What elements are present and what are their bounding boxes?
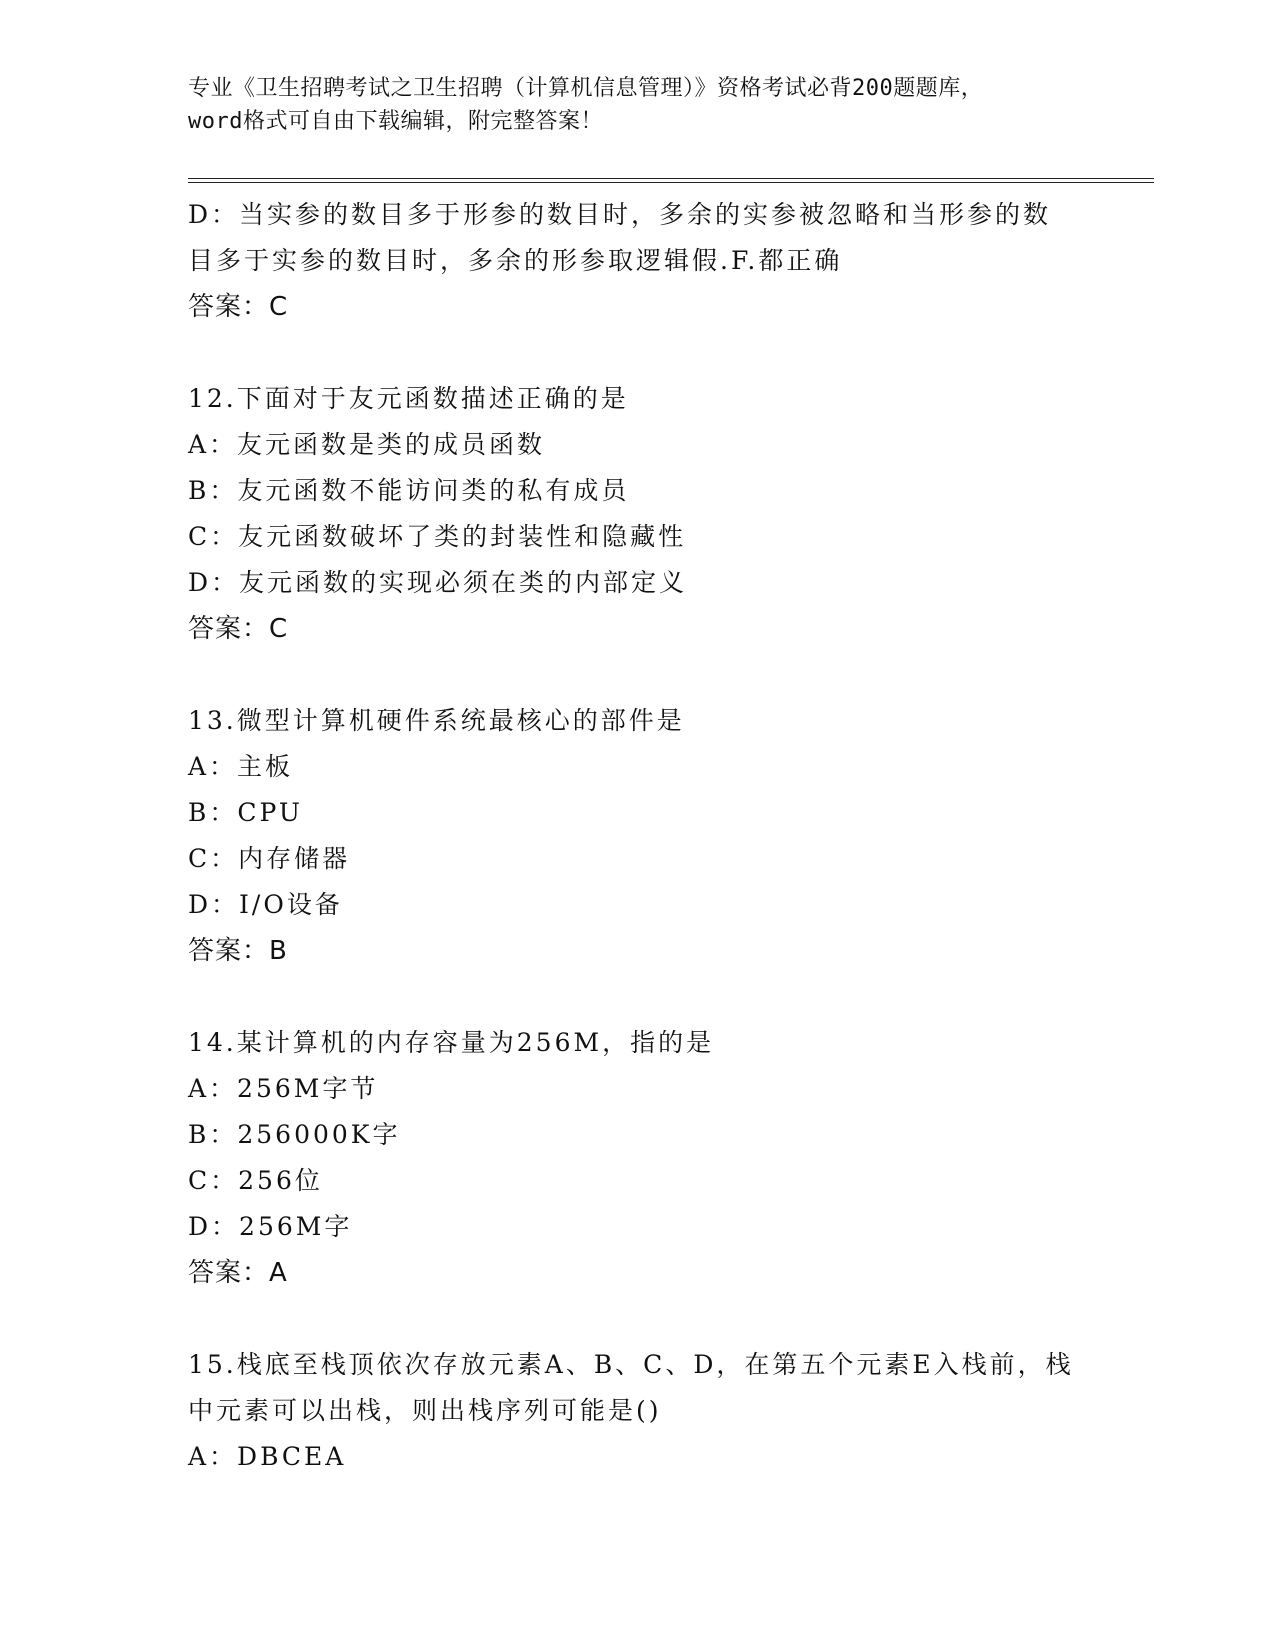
option-a: A：256M字节	[188, 1074, 379, 1103]
header-divider	[188, 178, 1154, 183]
document-header	[188, 72, 1088, 138]
option-d: D：256M字	[188, 1212, 353, 1241]
spacer	[188, 1296, 1088, 1342]
question-15	[188, 1342, 1088, 1480]
option-a: A：主板	[188, 752, 294, 781]
answer-line: 答案：C	[188, 614, 289, 644]
question-stem: 13.微型计算机硬件系统最核心的部件是	[188, 706, 685, 735]
question-stem: 14.某计算机的内存容量为256M，指的是	[188, 1028, 715, 1057]
answer-line: 答案：A	[188, 1258, 288, 1288]
question-12	[188, 376, 1088, 652]
question-stem: 12.下面对于友元函数描述正确的是	[188, 384, 629, 413]
header-title-line-2: word格式可自由下载编辑，附完整答案！	[188, 109, 603, 134]
spacer	[188, 974, 1088, 1020]
option-b: B：256000K字	[188, 1120, 401, 1149]
question-stem-line-1: 15.栈底至栈顶依次存放元素A、B、C、D，在第五个元素E入栈前，栈	[188, 1350, 1074, 1379]
option-a: A：友元函数是类的成员函数	[188, 430, 546, 459]
option-c: C：256位	[188, 1166, 323, 1195]
option-b: B：CPU	[188, 798, 303, 827]
question-content	[188, 192, 1088, 1480]
answer-line: 答案：C	[188, 292, 289, 322]
option-d-line-2: 目多于实参的数目时，多余的形参取逻辑假.F.都正确	[188, 246, 843, 275]
option-c: C：友元函数破坏了类的封装性和隐藏性	[188, 522, 687, 551]
answer-line: 答案：B	[188, 936, 288, 966]
spacer	[188, 652, 1088, 698]
option-d: D：友元函数的实现必须在类的内部定义	[188, 568, 688, 597]
spacer	[188, 330, 1088, 376]
previous-question-tail	[188, 192, 1088, 330]
header-title-line-1: 专业《卫生招聘考试之卫生招聘（计算机信息管理）》资格考试必背200题题库，	[188, 76, 984, 101]
option-a: A：DBCEA	[188, 1442, 347, 1471]
option-d: D：I/O设备	[188, 890, 343, 919]
question-stem-line-2: 中元素可以出栈，则出栈序列可能是()	[188, 1396, 662, 1425]
option-d-line-1: D：当实参的数目多于形参的数目时，多余的实参被忽略和当形参的数	[188, 200, 1052, 229]
question-13	[188, 698, 1088, 974]
question-14	[188, 1020, 1088, 1296]
option-c: C：内存储器	[188, 844, 351, 873]
option-b: B：友元函数不能访问类的私有成员	[188, 476, 630, 505]
